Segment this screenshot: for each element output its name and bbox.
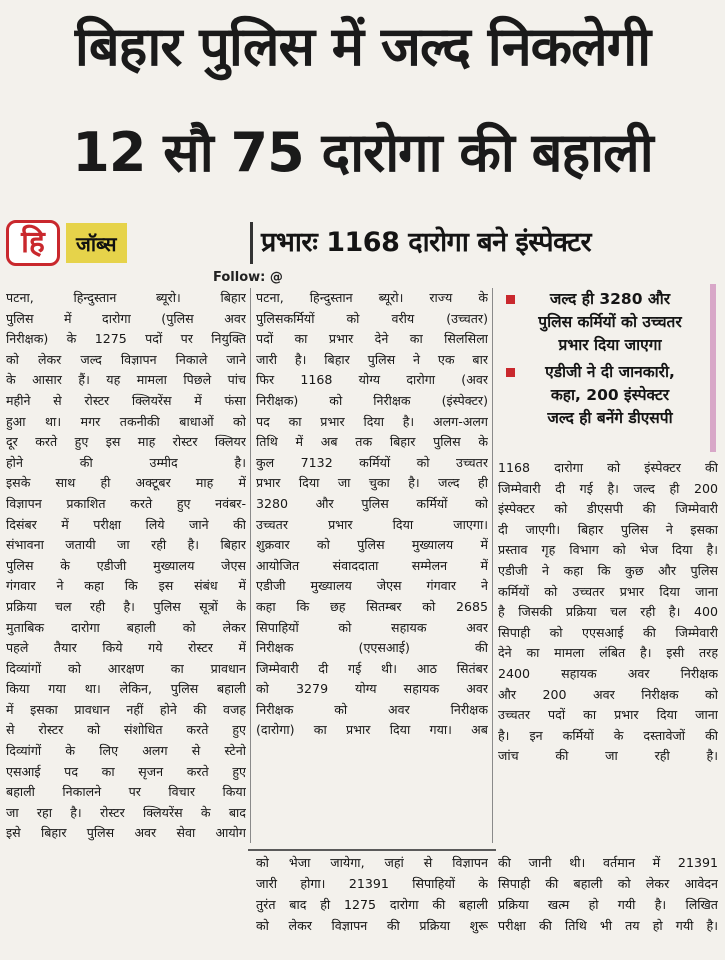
text-line: प्रक्रिया चल रही है। पुलिस सूत्रों के: [6, 598, 246, 614]
article-column-3: [498, 458, 718, 767]
text-line: पुलिसकर्मियों को वरीय (उच्चतर): [256, 310, 488, 326]
highlight-line: पुलिस कर्मियों को उच्चतर: [538, 313, 682, 331]
article-column-2: [256, 288, 488, 741]
text-line: हुआ था। मगर तकनीकी बाधाओं को: [6, 413, 246, 429]
text-line: पटना, हिन्दुस्तान ब्यूरो। बिहार: [6, 290, 246, 305]
text-line: 1168 दारोगा को इंस्पेक्टर की: [498, 460, 718, 475]
brand-logo-letter: हि: [21, 225, 45, 260]
text-line: और 200 अवर निरीक्षक को: [498, 686, 718, 702]
text-line: 2400 सहायक अवर निरीक्षक: [498, 665, 718, 681]
text-line: को लेकर विज्ञापन की प्रक्रिया शुरू: [256, 918, 488, 933]
text-line: एडीजी मुख्यालय जेएस गंगवार ने: [256, 578, 488, 594]
text-line: निरीक्षक) को निरीक्षक (इंस्पेक्टर): [256, 392, 488, 408]
text-line: सिपाही की बहाली को लेकर आवेदन: [498, 876, 718, 891]
text-line: फिर 1168 योग्य दारोगा (अवर: [256, 372, 488, 388]
text-line: में इसका प्रावधान नहीं होने की वजह: [6, 701, 246, 717]
text-line: है। इन कर्मियों के दस्तावेजों की: [498, 727, 718, 743]
text-line: शुक्रवार को पुलिस मुख्यालय में: [256, 537, 488, 553]
text-line: तिथि में अब तक बिहार पुलिस के: [256, 434, 488, 450]
text-line: पद का प्रभार दिया है। अलग-अलग: [256, 413, 488, 429]
text-line: दी जाएगी। बिहार पुलिस ने इसका: [498, 521, 718, 537]
text-line: कर्मियों को उच्चतर प्रभार दिया जाना: [498, 583, 718, 599]
text-line: प्रस्ताव गृह विभाग को भेज दिया है।: [498, 542, 718, 558]
text-line: निरीक्षक) के 1275 पदों पर नियुक्ति: [6, 331, 246, 347]
column-divider: [492, 288, 493, 843]
text-line: को भेजा जायेगा, जहां से विज्ञापन: [256, 855, 488, 870]
subheadline: प्रभारः 1168 दारोगा बने इंस्पेक्टर: [250, 222, 591, 264]
text-line: कहा कि छह सितम्बर को 2685: [256, 598, 488, 614]
text-line: इसे बिहार पुलिस अवर सेवा आयोग: [6, 825, 246, 841]
bullet-square-icon: [506, 295, 515, 304]
highlight-item: [518, 288, 702, 357]
text-line: से रोस्टर को संशोधित करते हुए: [6, 722, 246, 738]
headline-line-2: 12 सौ 75 दारोगा की बहाली: [72, 121, 653, 184]
text-line: कुल 7132 कर्मियों को उच्चतर: [256, 454, 488, 470]
text-line: जारी है। बिहार पुलिस ने एक बार: [256, 351, 488, 367]
text-line: प्रभार दिया जा चुका है। जल्द ही: [256, 475, 488, 491]
text-line: सिपाहियों को सहायक अवर: [256, 619, 488, 635]
text-line: होने की उम्मीद है।: [6, 454, 246, 470]
text-line: जारी होगा। 21391 सिपाहियों के: [256, 876, 488, 891]
section-brand: [6, 220, 127, 266]
hindustan-logo-icon: [6, 220, 60, 266]
text-line: जा रहा है। रोस्टर क्लियरेंस के बाद: [6, 804, 246, 820]
text-line: दूर करते हुए इस माह रोस्टर क्लियर: [6, 434, 246, 450]
bullet-square-icon: [506, 368, 515, 377]
article-footer-column-2: [256, 852, 488, 936]
text-line: को 3279 योग्य सहायक अवर: [256, 681, 488, 697]
text-line: महीने से रोस्टर क्लियरेंस में फंसा: [6, 392, 246, 408]
highlight-item: [518, 361, 702, 430]
text-line: किया गया था। लेकिन, पुलिस बहाली: [6, 681, 246, 697]
text-line: प्रक्रिया खत्म हो गयी है। लिखित: [498, 897, 718, 912]
text-line: उच्चतर प्रभार दिया जाएगा।: [256, 516, 488, 532]
highlight-line: एडीजी ने दी जानकारी,: [545, 363, 675, 381]
text-line: विज्ञापन प्रकाशित करते हुए नवंबर-: [6, 495, 246, 511]
text-line: दिसंबर में परीक्षा लिये जाने की: [6, 516, 246, 532]
text-line: के आसार हैं। यह मामला पिछले पांच: [6, 372, 246, 388]
section-tag: जॉब्स: [66, 223, 127, 263]
text-line: गंगवार ने कहा कि इस संबंध में: [6, 578, 246, 594]
text-line: सिपाही को एएसआई की जिम्मेवारी: [498, 624, 718, 640]
text-line: परीक्षा की तिथि भी तय हो गयी है।: [498, 918, 718, 933]
text-line: देने का मामला लंबित है। इसी तरह: [498, 645, 718, 661]
text-line: को लेकर जल्द विज्ञापन निकाले जाने: [6, 351, 246, 367]
headline-line-1: बिहार पुलिस में जल्द निकलेगी: [74, 15, 651, 78]
text-line: बहाली निकालने पर विचार किया: [6, 784, 246, 800]
section-divider: [248, 849, 496, 851]
text-line: जांच की जा रही है।: [498, 748, 718, 764]
article-footer-column-3: [498, 852, 718, 936]
text-line: तुरंत बाद ही 1275 दारोगा की बहाली: [256, 897, 488, 912]
text-line: इसके साथ ही अक्टूबर माह में: [6, 475, 246, 491]
text-line: जिम्मेवारी दी गई है। जल्द ही 200: [498, 480, 718, 496]
text-line: दिव्यांगों के लिए अलग से स्टेनो: [6, 743, 246, 759]
text-line: संभावना जतायी जा रही है। बिहार: [6, 537, 246, 553]
text-line: की जानी थी। वर्तमान में 21391: [498, 855, 718, 870]
text-line: एडीजी ने कहा कि कुछ और पुलिस: [498, 562, 718, 578]
text-line: इंस्पेक्टर को डीएसपी की जिम्मेवारी: [498, 501, 718, 517]
article-column-1: [6, 288, 246, 844]
highlight-line: कहा, 200 इंस्पेक्टर: [550, 386, 670, 404]
text-line: पहले तैयार किये गये रोस्टर में: [6, 640, 246, 656]
text-line: (दारोगा) का प्रभार दिया गया। अब: [256, 722, 488, 738]
text-line: पदों का प्रभार देने का सिलसिला: [256, 331, 488, 347]
text-line: पटना, हिन्दुस्तान ब्यूरो। राज्य के: [256, 290, 488, 305]
text-line: मुताबिक दारोगा बहाली को लेकर: [6, 619, 246, 635]
column-divider: [250, 288, 251, 843]
text-line: 3280 और पुलिस कर्मियों को: [256, 495, 488, 511]
highlight-line: प्रभार दिया जाएगा: [558, 336, 662, 354]
text-line: एसआई पद का सृजन करते हुए: [6, 763, 246, 779]
highlight-line: जल्द ही बनेंगे डीएसपी: [547, 409, 673, 427]
text-line: निरीक्षक (एएसआई) की: [256, 640, 488, 656]
text-line: पुलिस में दारोगा (पुलिस अवर: [6, 310, 246, 326]
text-line: दिव्यांगों को आरक्षण का प्रावधान: [6, 660, 246, 676]
highlights-box: [500, 284, 716, 452]
follow-credit: Follow: @: [213, 270, 283, 285]
text-line: उच्चतर पदों का प्रभार दिया जाना: [498, 707, 718, 723]
text-line: जिम्मेवारी दी गई थी। आठ सितंबर: [256, 660, 488, 676]
text-line: निरीक्षक को अवर निरीक्षक: [256, 701, 488, 717]
text-line: आयोजित संवाददाता सम्मेलन में: [256, 557, 488, 573]
highlight-line: जल्द ही 3280 और: [549, 290, 671, 308]
text-line: पुलिस के एडीजी मुख्यालय जेएस: [6, 557, 246, 573]
text-line: है जिसकी प्रक्रिया चल रही है। 400: [498, 604, 718, 620]
